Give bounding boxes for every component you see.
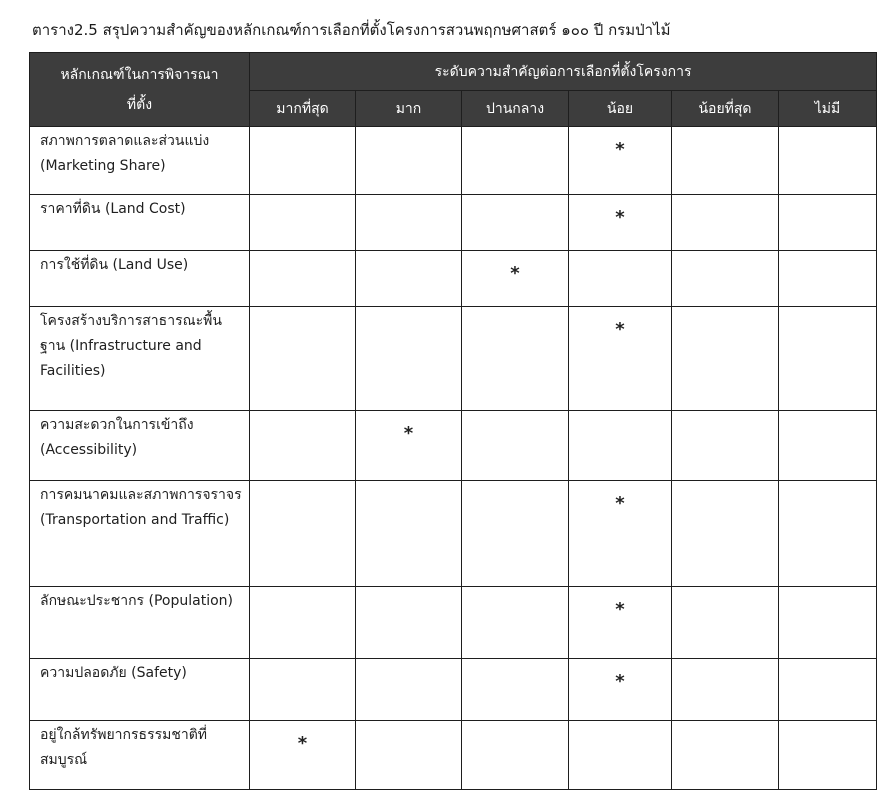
importance-cell [356,659,462,721]
importance-cell [250,587,356,659]
table-row [30,411,877,481]
importance-cell [462,587,569,659]
site-selection-importance-table [29,52,877,790]
importance-mark: * [569,481,672,587]
table-row [30,307,877,411]
criterion-cell: ความปลอดภัย (Safety) [30,659,250,721]
importance-cell [356,721,462,790]
importance-cell [250,481,356,587]
level-header-low: น้อย [569,91,672,127]
table-body [30,127,877,790]
importance-mark: * [569,587,672,659]
criteria-header-line1: หลักเกณฑ์ในการพิจารณา [60,66,219,83]
criterion-cell: อยู่ใกล้ทรัพยากรธรรมชาติที่สมบูรณ์ [30,721,250,790]
importance-mark: * [569,195,672,251]
importance-mark: * [569,659,672,721]
importance-cell [462,127,569,195]
importance-cell [672,251,779,307]
table-caption: ตาราง2.5 สรุปความสำคัญของหลักเกณฑ์การเลือกที่ตั้งโครงการสวนพฤกษศาสตร์ ๑๐๐ ปี กรมป่าไม้ [32,21,671,39]
importance-mark: * [569,127,672,195]
importance-cell [356,195,462,251]
table-row [30,721,877,790]
criteria-header-line2: ที่ตั้ง [126,96,153,113]
importance-cell [779,251,877,307]
importance-cell [462,481,569,587]
criterion-cell: สภาพการตลาดและส่วนแบ่ง (Marketing Share) [30,127,250,195]
importance-cell [356,481,462,587]
criterion-cell: โครงสร้างบริการสาธารณะพื้นฐาน (Infrastructure and Facilities) [30,307,250,411]
importance-mark: * [462,251,569,307]
importance-cell [462,195,569,251]
level-header-highest: มากที่สุด [250,91,356,127]
importance-cell [250,307,356,411]
importance-mark: * [356,411,462,481]
level-header-lowest: น้อยที่สุด [672,91,779,127]
table-row [30,195,877,251]
importance-cell [356,307,462,411]
importance-cell [672,587,779,659]
level-header-high: มาก [356,91,462,127]
importance-cell [672,307,779,411]
importance-group-header: ระดับความสำคัญต่อการเลือกที่ตั้งโครงการ [250,53,877,91]
importance-cell [779,127,877,195]
criterion-cell: การใช้ที่ดิน (Land Use) [30,251,250,307]
importance-cell [356,127,462,195]
criterion-cell: การคมนาคมและสภาพการจราจร (Transportation and Traffic) [30,481,250,587]
importance-cell [250,127,356,195]
importance-cell [462,659,569,721]
importance-cell [779,659,877,721]
importance-cell [250,251,356,307]
importance-cell [672,721,779,790]
table-row [30,481,877,587]
criterion-cell: ลักษณะประชากร (Population) [30,587,250,659]
importance-cell [779,307,877,411]
importance-cell [250,411,356,481]
importance-cell [462,721,569,790]
importance-cell [569,251,672,307]
importance-cell [779,721,877,790]
importance-cell [779,587,877,659]
importance-cell [356,251,462,307]
importance-cell [672,659,779,721]
importance-cell [250,195,356,251]
table-row [30,659,877,721]
importance-cell [462,307,569,411]
header-row-top [30,53,877,91]
criteria-column-header [30,53,250,127]
importance-cell [569,411,672,481]
importance-cell [672,481,779,587]
table-row [30,127,877,195]
level-header-medium: ปานกลาง [462,91,569,127]
importance-cell [779,481,877,587]
importance-cell [672,127,779,195]
level-header-none: ไม่มี [779,91,877,127]
importance-cell [672,195,779,251]
importance-mark: * [250,721,356,790]
importance-cell [672,411,779,481]
importance-mark: * [569,307,672,411]
criterion-cell: ความสะดวกในการเข้าถึง (Accessibility) [30,411,250,481]
importance-cell [462,411,569,481]
table-row [30,587,877,659]
importance-cell [779,195,877,251]
criterion-cell: ราคาที่ดิน (Land Cost) [30,195,250,251]
importance-cell [250,659,356,721]
importance-cell [569,721,672,790]
table-row [30,251,877,307]
importance-cell [779,411,877,481]
importance-cell [356,587,462,659]
